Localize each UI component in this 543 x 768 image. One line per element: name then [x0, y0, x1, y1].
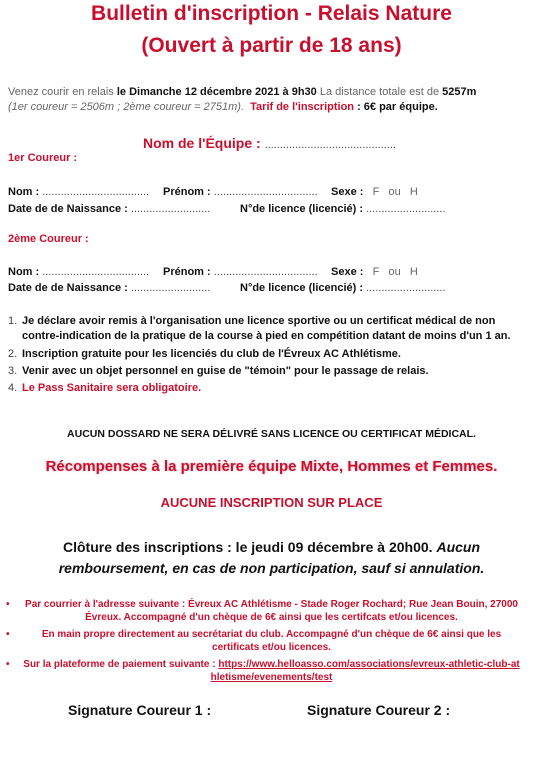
- list-item: [8, 381, 530, 396]
- bullet-dot: •: [6, 659, 10, 670]
- method-text: Sur la plateforme de paiement suivante :: [23, 659, 219, 670]
- list-text: Inscription gratuite pour les licenciés du club de l'Évreux AC Athlétisme.: [22, 348, 401, 360]
- naissance-dots: ..........................: [130, 203, 211, 215]
- team-name-row: [143, 135, 396, 151]
- list-number: 4.: [8, 382, 18, 394]
- list-text: Le Pass Sanitaire sera obligatoire.: [22, 382, 202, 394]
- intro-paragraph: [8, 85, 536, 115]
- intro-distance: 5257m: [442, 86, 477, 98]
- runner-2-row-1: [8, 266, 149, 278]
- nom-dots: ...................................: [42, 186, 150, 198]
- recompenses-notice: Récompenses à la première équipe Mixte, Hommes et Femmes.: [45, 458, 498, 475]
- intro-text-2: La distance totale est de: [316, 86, 443, 98]
- runner-2-sexe: [331, 266, 418, 278]
- prenom-dots: ..................................: [213, 186, 318, 198]
- list-text: Venir avec un objet personnel en guise de "témoin" pour le passage de relais.: [22, 365, 429, 377]
- naissance-dots: ..........................: [130, 282, 211, 294]
- nom-label: Nom :: [8, 186, 40, 198]
- runner-1-licence: [240, 203, 446, 215]
- signature-1-label: Signature Coureur 1 :: [68, 702, 212, 718]
- bullet-dot: •: [6, 629, 10, 640]
- method-item: [0, 628, 543, 654]
- runner-1-row-1: [8, 186, 149, 198]
- list-number: 3.: [8, 365, 18, 377]
- intro-date: le Dimanche 12 décembre 2021 à 9h30: [116, 86, 317, 98]
- list-item: [8, 364, 530, 379]
- runner-2-licence: [240, 282, 446, 294]
- list-number: 2.: [8, 348, 18, 360]
- runner-2-heading: 2ème Coureur :: [8, 233, 89, 245]
- team-name-label: Nom de l'Équipe :: [143, 135, 261, 151]
- sexe-ou: ou: [388, 266, 401, 278]
- list-number: 1.: [8, 315, 18, 327]
- nom-dots: ...................................: [42, 266, 150, 278]
- sexe-f: F: [372, 266, 380, 278]
- sexe-h: H: [409, 266, 418, 278]
- conditions-list: [8, 314, 530, 396]
- cloture-italic: Aucun remboursement, en cas de non participation, sauf si annulation.: [58, 539, 485, 576]
- helloasso-link[interactable]: https://www.helloasso.com/associations/evreux-athletic-club-athletisme/evenements/test: [210, 659, 520, 683]
- licence-dots: ..........................: [366, 282, 446, 294]
- runner-1-naissance: [8, 203, 210, 215]
- signature-2-label: Signature Coureur 2 :: [307, 702, 451, 718]
- no-onsite-registration: AUCUNE INSCRIPTION SUR PLACE: [160, 495, 383, 510]
- inscription-methods: [0, 598, 543, 688]
- intro-detail: (1er coureur = 2506m ; 2ème coureur = 2751m).: [8, 101, 245, 113]
- cloture-paragraph: [20, 537, 523, 579]
- runner-2-naissance: [8, 282, 210, 294]
- prenom-dots: ..................................: [213, 266, 318, 278]
- licence-dots: ..........................: [366, 203, 446, 215]
- intro-text-1: Venez courir en relais: [8, 86, 117, 98]
- sexe-ou: ou: [388, 186, 401, 198]
- title-line-1: Bulletin d'inscription - Relais Nature: [91, 2, 452, 25]
- naissance-label: Date de de Naissance :: [8, 282, 128, 294]
- method-text: Par courrier à l'adresse suivante : Évreux AC Athlétisme - Stade Roger Rochard; Rue Jean Bouin, 27000 Évreux. Accompagné d'un chèque de 6€ ainsi que les certifcats et/ou licences.: [25, 599, 518, 623]
- method-item: [0, 658, 543, 684]
- nom-label: Nom :: [8, 266, 40, 278]
- dossard-notice: AUCUN DOSSARD NE SERA DÉLIVRÉ SANS LICENCE OU CERTIFICAT MÉDICAL.: [67, 428, 476, 440]
- licence-label: N°de licence (licencié) :: [240, 282, 363, 294]
- cloture-text: Clôture des inscriptions : le jeudi 09 décembre à 20h00.: [62, 539, 437, 555]
- licence-label: N°de licence (licencié) :: [240, 203, 363, 215]
- sexe-h: H: [409, 186, 418, 198]
- runner-2-prenom: [163, 266, 318, 278]
- tarif-value: : 6€ par équipe.: [354, 101, 438, 113]
- method-text: En main propre directement au secrétariat du club. Accompagné d'un chèque de 6€ ainsi que les certificats et/ou licences.: [41, 629, 502, 653]
- tarif-label: Tarif de l'inscription: [250, 101, 355, 113]
- prenom-label: Prénom :: [163, 186, 211, 198]
- list-item: [8, 314, 530, 344]
- team-name-dots: ...........................................: [264, 139, 396, 151]
- naissance-label: Date de de Naissance :: [8, 203, 128, 215]
- title-line-2: (Ouvert à partir de 18 ans): [141, 34, 402, 57]
- runner-1-heading: 1er Coureur :: [8, 152, 78, 164]
- runner-1-prenom: [163, 186, 318, 198]
- sexe-label: Sexe :: [331, 266, 364, 278]
- bullet-dot: •: [6, 599, 10, 610]
- list-item: [8, 347, 530, 362]
- sexe-label: Sexe :: [331, 186, 364, 198]
- runner-1-sexe: [331, 186, 418, 198]
- method-item: [0, 598, 543, 624]
- sexe-f: F: [372, 186, 380, 198]
- prenom-label: Prénom :: [163, 266, 211, 278]
- list-text: Je déclare avoir remis à l'organisation une licence sportive ou un certificat médical de non contre-indication de la pratique de la course à pied en compétition datant de moins d'un 1 an.: [22, 315, 511, 342]
